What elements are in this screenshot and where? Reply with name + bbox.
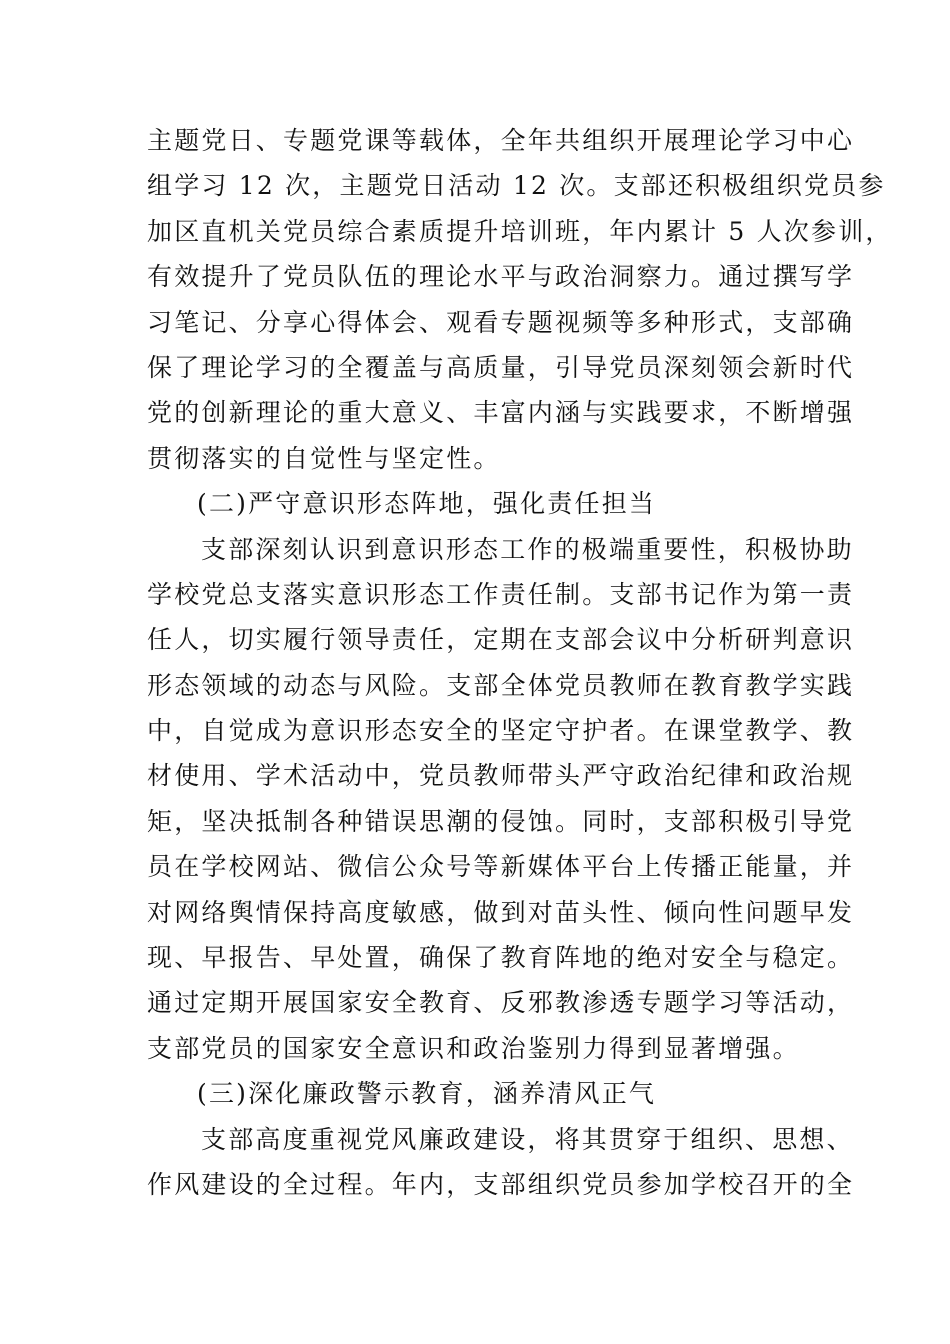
text-line: 支部党员的国家安全意识和政治鉴别力得到显著增强。 <box>147 1033 800 1063</box>
text-line: 支部深刻认识到意识形态工作的极端重要性，积极协助 <box>201 534 854 564</box>
text-line: 对网络舆情保持高度敏感，做到对苗头性、倾向性问题早发 <box>147 897 855 927</box>
text-line: 贯彻落实的自觉性与坚定性。 <box>147 443 501 473</box>
document-body <box>147 118 893 1207</box>
text-line: 有效提升了党员队伍的理论水平与政治洞察力。通过撰写学 <box>147 262 855 292</box>
text-line: 中，自觉成为意识形态安全的坚定守护者。在课堂教学、教 <box>147 716 855 746</box>
section-heading-integrity: (三)深化廉政警示教育，涵养清风正气 <box>197 1079 657 1109</box>
text-line: 支部高度重视党风廉政建设，将其贯穿于组织、思想、 <box>201 1124 854 1154</box>
text-line: 材使用、学术活动中，党员教师带头严守政治纪律和政治规 <box>147 761 855 791</box>
text-line: 矩，坚决抵制各种错误思潮的侵蚀。同时，支部积极引导党 <box>147 806 855 836</box>
text-line: 形态领域的动态与风险。支部全体党员教师在教育教学实践 <box>147 670 855 700</box>
text-line: 通过定期开展国家安全教育、反邪教渗透专题学习等活动， <box>147 988 855 1018</box>
section-heading-ideology: (二)严守意识形态阵地，强化责任担当 <box>197 489 657 519</box>
paragraph-theory-study <box>147 118 893 481</box>
text-line: 习笔记、分享心得体会、观看专题视频等多种形式，支部确 <box>147 307 855 337</box>
text-line: 组学习 12 次，主题党日活动 12 次。支部还积极组织党员参 <box>147 171 886 201</box>
paragraph-ideology <box>147 527 855 1072</box>
text-line: 学校党总支落实意识形态工作责任制。支部书记作为第一责 <box>147 579 855 609</box>
text-line: 保了理论学习的全覆盖与高质量，引导党员深刻领会新时代 <box>147 352 855 382</box>
text-line: 党的创新理论的重大意义、丰富内涵与实践要求，不断增强 <box>147 398 855 428</box>
text-line: 现、早报告、早处置，确保了教育阵地的绝对安全与稳定。 <box>147 943 855 973</box>
text-line: 任人，切实履行领导责任，定期在支部会议中分析研判意识 <box>147 625 855 655</box>
text-line: 作风建设的全过程。年内，支部组织党员参加学校召开的全 <box>147 1169 855 1199</box>
text-line: 主题党日、专题党课等载体，全年共组织开展理论学习中心 <box>147 126 855 155</box>
text-line: 加区直机关党员综合素质提升培训班，年内累计 5 人次参训， <box>147 216 893 246</box>
paragraph-integrity <box>147 1117 855 1208</box>
text-line: 员在学校网站、微信公众号等新媒体平台上传播正能量，并 <box>147 852 855 882</box>
